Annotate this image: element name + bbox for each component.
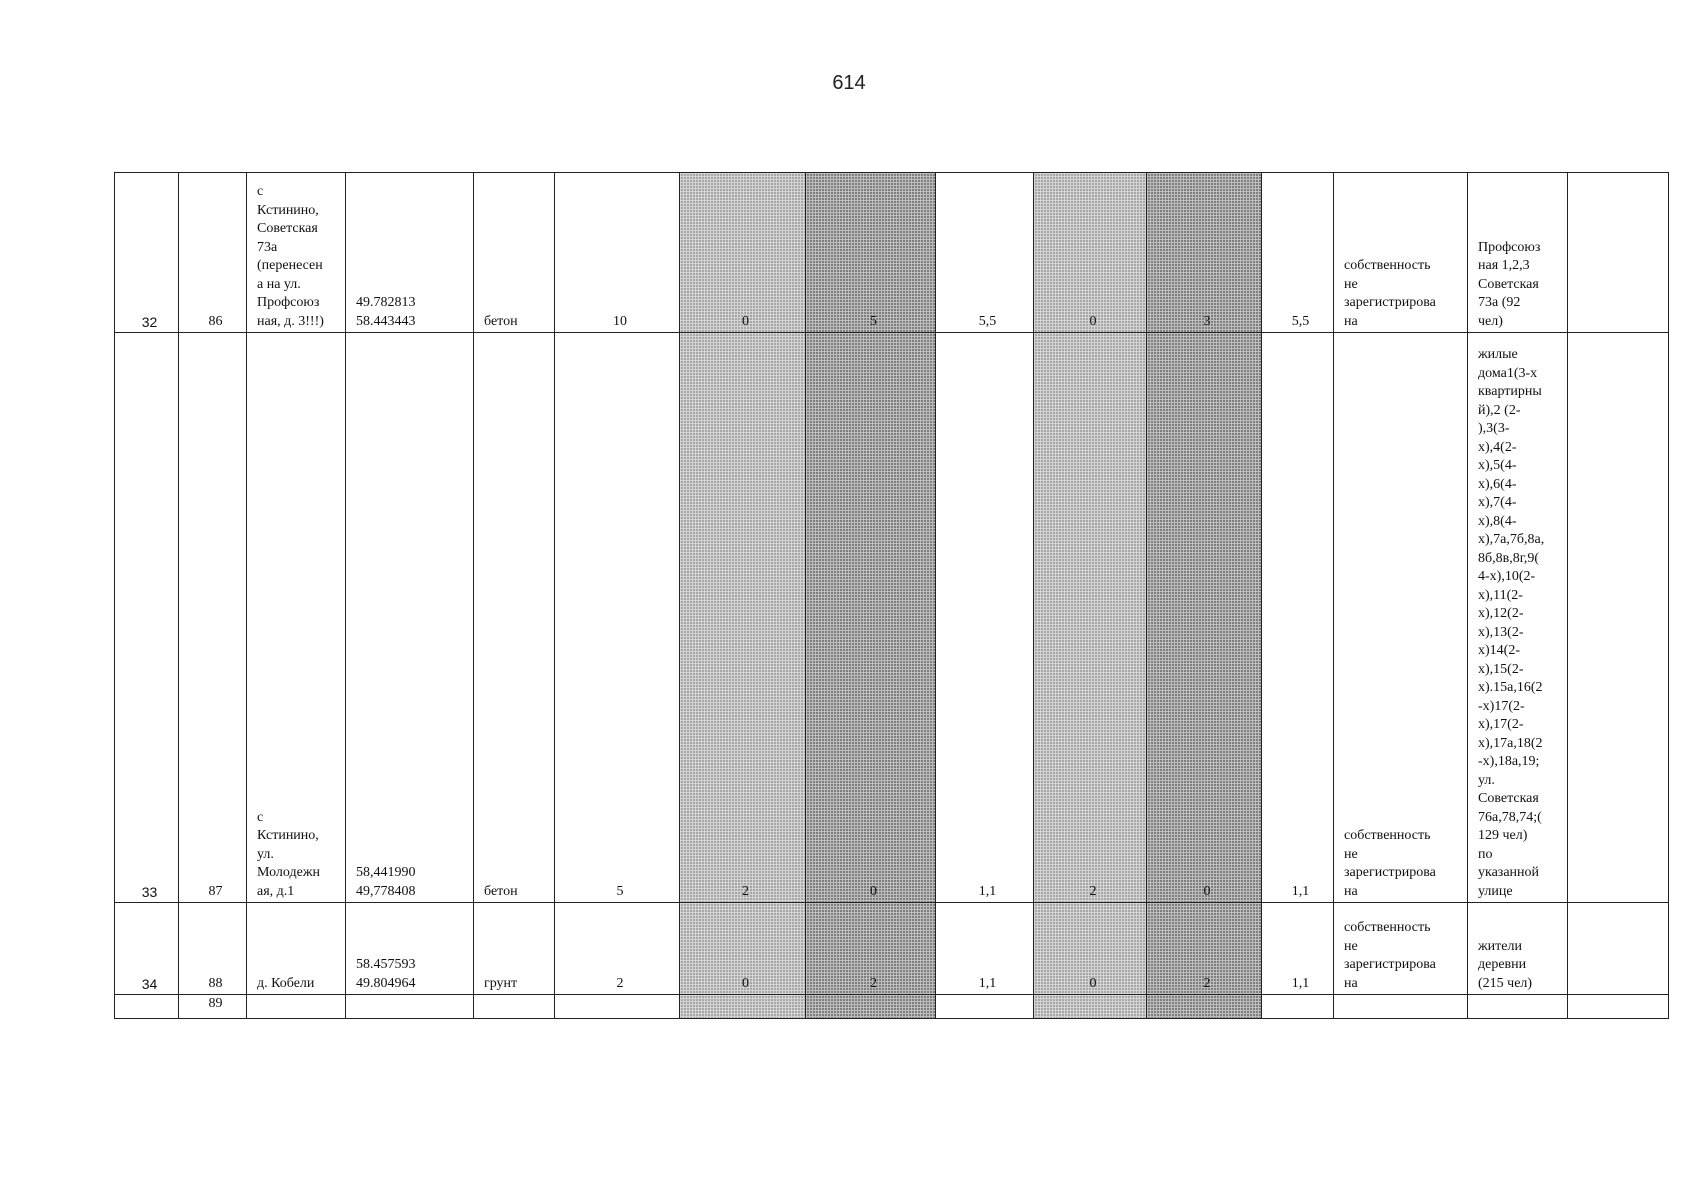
volume-col-1: 1,1 (936, 333, 1034, 903)
site-coordinates (346, 995, 474, 1019)
volume-col-2: 5,5 (1262, 173, 1334, 333)
count-col-3 (1034, 995, 1147, 1019)
table-row (115, 173, 1669, 333)
table-row (115, 995, 1669, 1019)
served-objects: жилые дома1(3-х квартирны й),2 (2- ),3(3- х),4(2- х),5(4- х),6(4- х),7(4- х),8(4- х),7а,7б,8а, 8б,8в,8г,9( 4-х),10(2- х),11(2- х),12(2- х),13(2- х)14(2- х),15(2- х).15а,16(2 -х)17(2- х),17(2- х),17а,18(2 -х),18а,19; ул. Советская 76а,78,74;( 129 чел) по указанной улице (1468, 333, 1568, 903)
served-objects: Профсоюз ная 1,2,3 Советская 73а (92 чел) (1468, 173, 1568, 333)
empty-cell (1568, 173, 1669, 333)
volume-col-1: 5,5 (936, 173, 1034, 333)
count-col-3: 0 (1034, 173, 1147, 333)
row-number: 34 (115, 903, 179, 995)
site-address: с Кстинино, ул. Молодежн ая, д.1 (247, 333, 346, 903)
site-address: с Кстинино, Советская 73а (перенесен а на ул. Профсоюз ная, д. 3!!!) (247, 173, 346, 333)
surface-type (474, 995, 555, 1019)
site-address: д. Кобели (247, 903, 346, 995)
served-objects: жители деревни (215 чел) (1468, 903, 1568, 995)
count-col-1 (680, 995, 806, 1019)
volume-col-1 (936, 995, 1034, 1019)
page-number: 614 (832, 72, 866, 94)
site-id: 86 (179, 173, 247, 333)
site-area: 5 (555, 333, 680, 903)
count-col-4 (1147, 995, 1262, 1019)
count-col-2 (806, 995, 936, 1019)
row-number: 33 (115, 333, 179, 903)
count-col-4: 3 (1147, 173, 1262, 333)
site-id: 87 (179, 333, 247, 903)
site-area (555, 995, 680, 1019)
count-col-1: 0 (680, 903, 806, 995)
registry-table (114, 172, 1669, 1019)
empty-cell (1568, 903, 1669, 995)
count-col-1: 0 (680, 173, 806, 333)
served-objects (1468, 995, 1568, 1019)
empty-cell (1568, 995, 1669, 1019)
table-row (115, 903, 1669, 995)
surface-type: грунт (474, 903, 555, 995)
ownership-status (1334, 995, 1468, 1019)
count-col-2: 2 (806, 903, 936, 995)
row-number: 32 (115, 173, 179, 333)
count-col-4: 0 (1147, 333, 1262, 903)
count-col-3: 2 (1034, 333, 1147, 903)
ownership-status: собственность не зарегистрирова на (1334, 173, 1468, 333)
count-col-1: 2 (680, 333, 806, 903)
count-col-2: 0 (806, 333, 936, 903)
volume-col-2: 1,1 (1262, 333, 1334, 903)
site-coordinates: 49.782813 58.443443 (346, 173, 474, 333)
empty-cell (1568, 333, 1669, 903)
site-id: 89 (179, 995, 247, 1019)
site-coordinates: 58,441990 49,778408 (346, 333, 474, 903)
surface-type: бетон (474, 333, 555, 903)
ownership-status: собственность не зарегистрирова на (1334, 333, 1468, 903)
row-number (115, 995, 179, 1019)
site-coordinates: 58.457593 49.804964 (346, 903, 474, 995)
site-area: 2 (555, 903, 680, 995)
volume-col-2 (1262, 995, 1334, 1019)
table-row (115, 333, 1669, 903)
site-area: 10 (555, 173, 680, 333)
surface-type: бетон (474, 173, 555, 333)
count-col-2: 5 (806, 173, 936, 333)
count-col-4: 2 (1147, 903, 1262, 995)
volume-col-1: 1,1 (936, 903, 1034, 995)
site-id: 88 (179, 903, 247, 995)
site-address (247, 995, 346, 1019)
volume-col-2: 1,1 (1262, 903, 1334, 995)
count-col-3: 0 (1034, 903, 1147, 995)
ownership-status: собственность не зарегистрирова на (1334, 903, 1468, 995)
